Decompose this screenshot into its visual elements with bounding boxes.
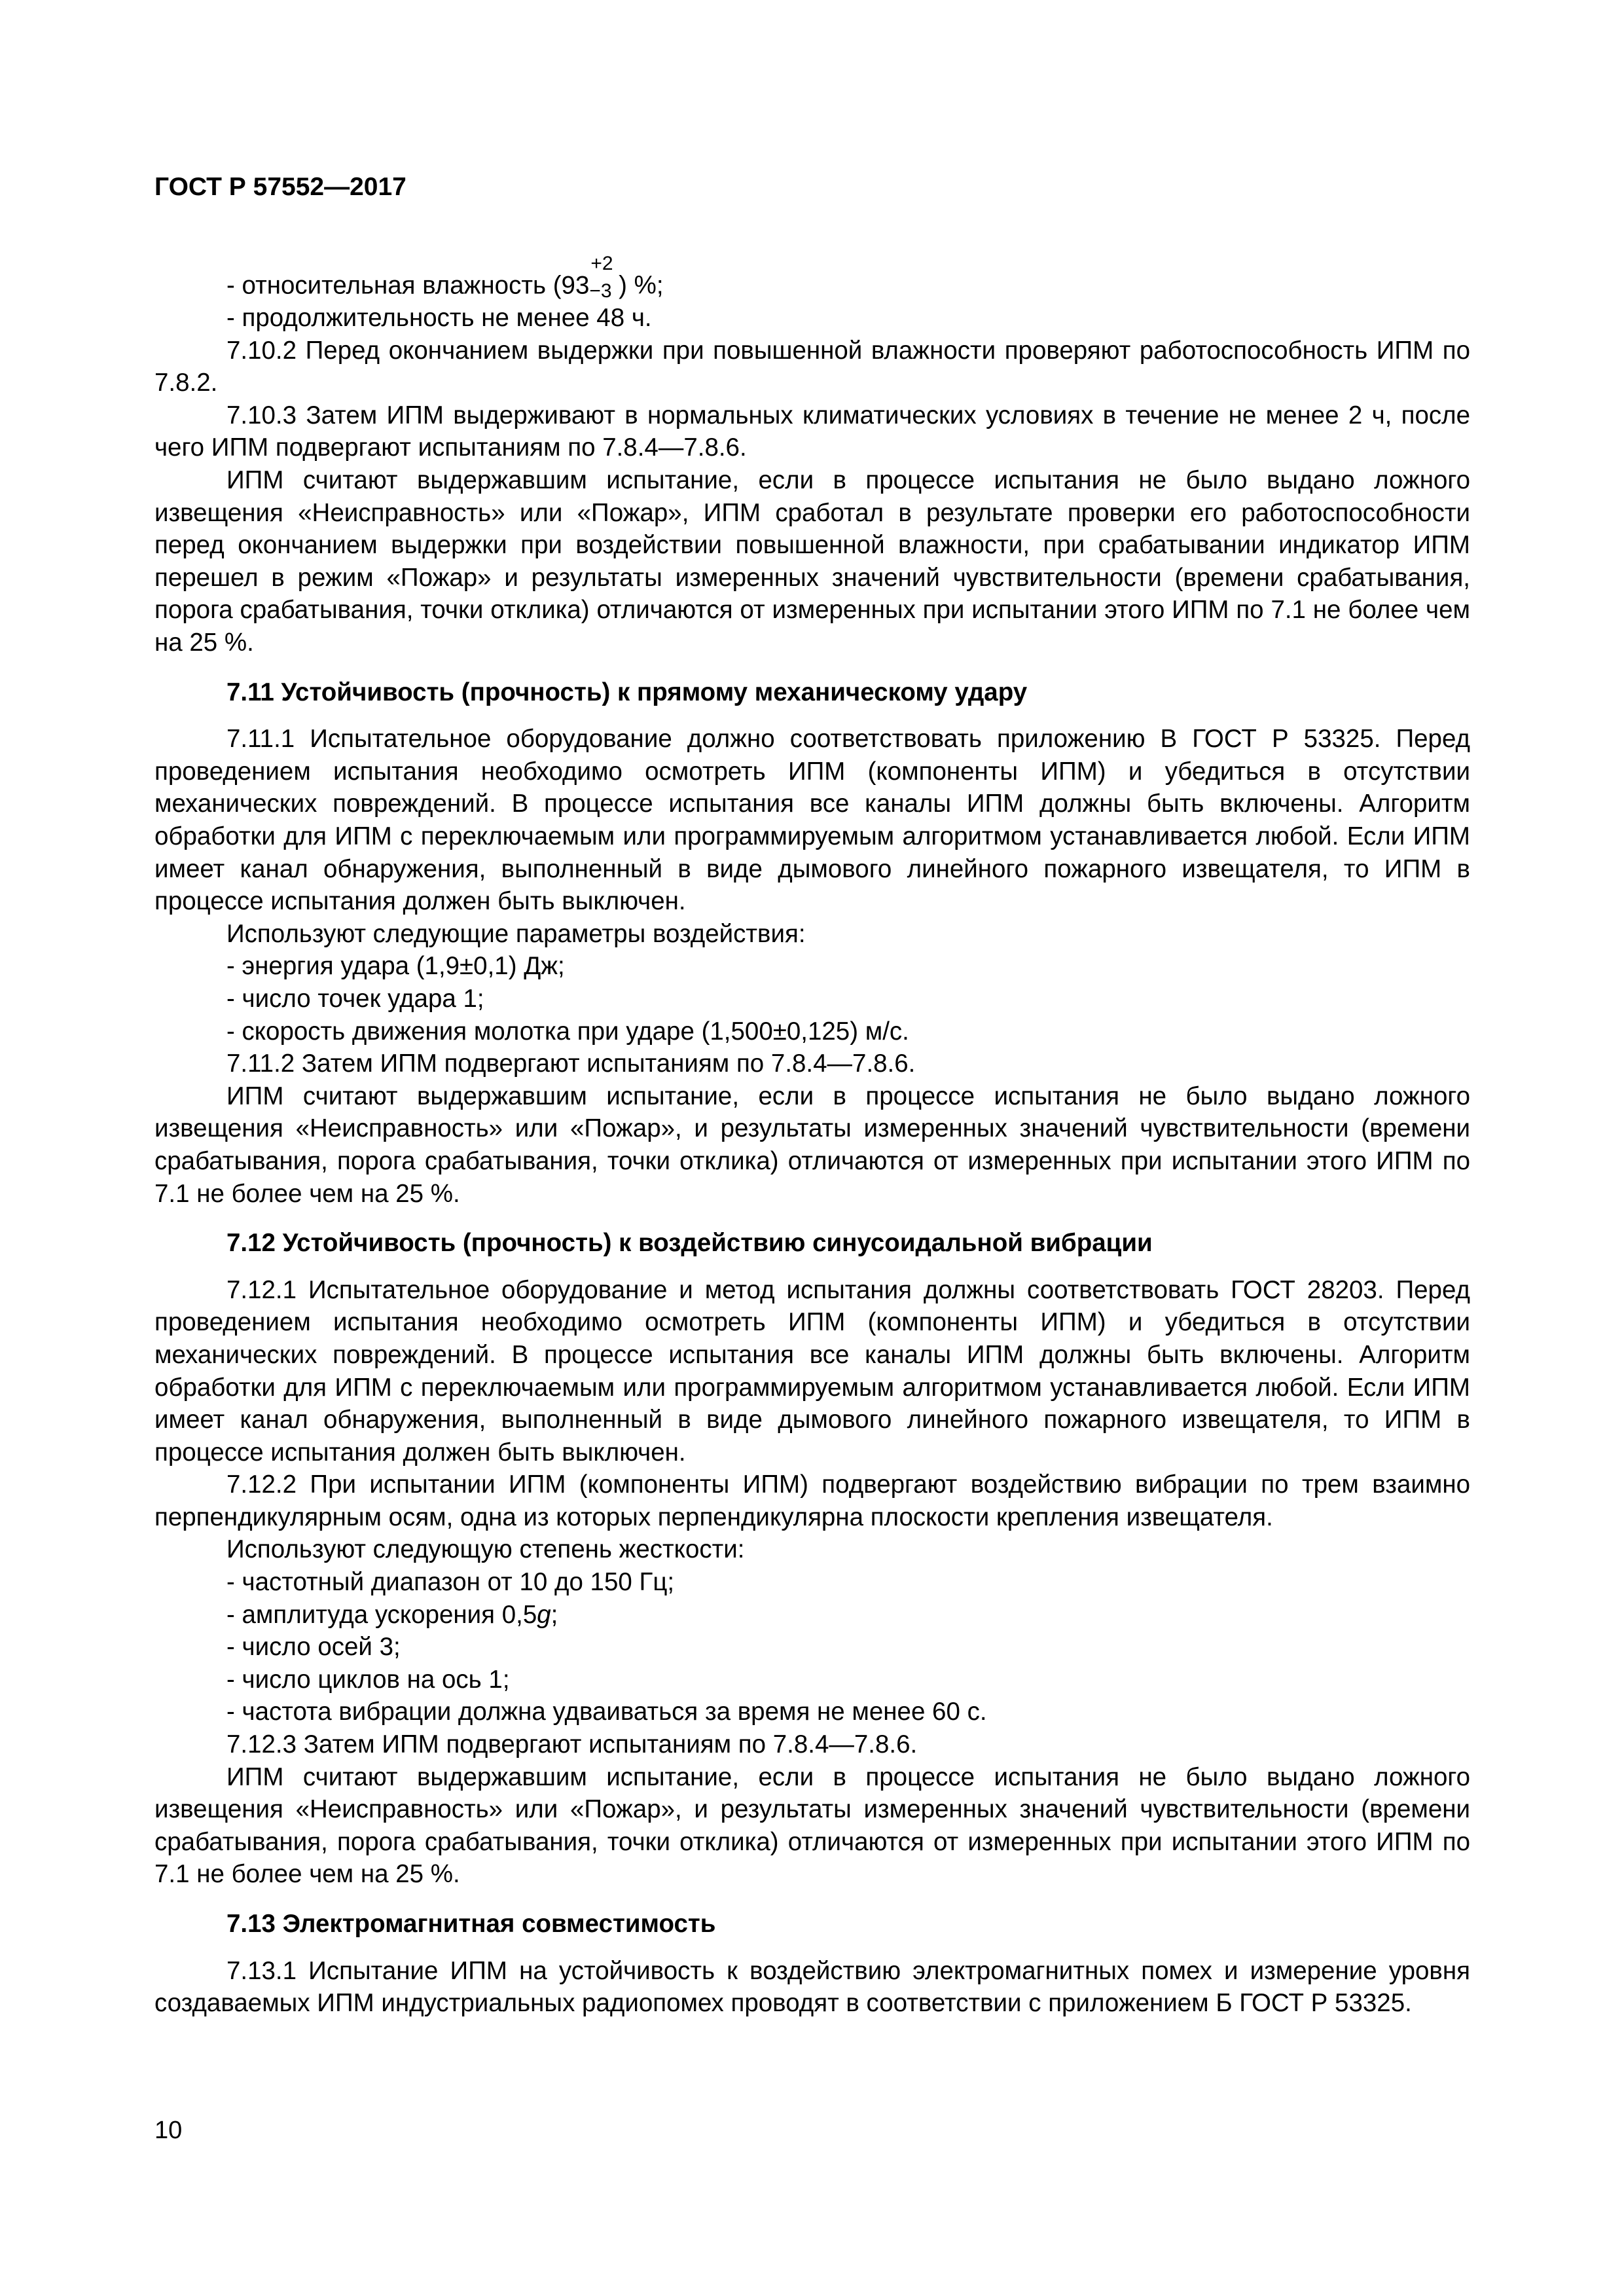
criterion-7-12: ИПМ считают выдержавшим испытание, если в процессе испытания не было выдано ложного извещения «Неисправность» или «Пожар», и результаты измеренных значений чувствительности (времени срабатывания, порога срабатывания, точки отклика) отличаются от измеренных при испытании этого ИПМ по 7.1 не более чем на 25 %. [154, 1762, 1470, 1889]
acceleration-item [154, 1599, 1470, 1631]
paragraph-7-11-1: 7.11.1 Испытательное оборудование должно соответствовать приложению В ГОСТ Р 53325. Перед проведением испытания необходимо осмотреть ИПМ (компоненты ИПМ) и убедиться в отсутствии механических повреждений. В процессе испытания все каналы ИПМ должны быть включены. Алгоритм обработки для ИПМ с переключаемым или программируемым алгоритмом устанавливается любой. Если ИПМ имеет канал обнаружения, выполненный в виде дымового линейного пожарного извещателя, то ИПМ в процессе испытания должен быть выключен. [154, 725, 1470, 916]
param-item-7-12: - частота вибрации должна удваиваться за время не менее 60 с. [226, 1698, 987, 1726]
param-item-7-12: - число циклов на ось 1; [226, 1665, 510, 1694]
humidity-tolerance [589, 253, 613, 302]
duration-item: - продолжительность не менее 48 ч. [226, 304, 652, 333]
param-item-7-12: - частотный диапазон от 10 до 150 Гц; [226, 1568, 675, 1597]
heading-7-13: 7.13 Электромагнитная совместимость [226, 1910, 716, 1938]
params-intro-7-11: Используют следующие параметры воздействия: [226, 919, 806, 948]
document-header: ГОСТ Р 57552—2017 [154, 173, 406, 201]
tolerance-upper: +2 [590, 253, 613, 274]
paragraph-7-12-3: 7.12.3 Затем ИПМ подвергают испытаниям по 7.8.4—7.8.6. [226, 1730, 918, 1759]
document-body [154, 253, 1470, 2020]
heading-7-11: 7.11 Устойчивость (прочность) к прямому механическому удару [226, 678, 1028, 706]
tolerance-lower: −3 [589, 280, 612, 302]
paragraph-7-12-1: 7.12.1 Испытательное оборудование и метод испытания должны соответствовать ГОСТ 28203. Перед проведением испытания необходимо осмотреть ИПМ (компоненты ИПМ) и убедиться в отсутствии механических повреждений. В процессе испытания все каналы ИПМ должны быть включены. Алгоритм обработки для ИПМ с переключаемым или программируемым алгоритмом устанавливается любой. Если ИПМ имеет канал обнаружения, выполненный в виде дымового линейного пожарного извещателя, то ИПМ в процессе испытания должен быть выключен. [154, 1275, 1470, 1467]
humidity-item [154, 253, 1470, 302]
param-item-7-11: - энергия удара (1,9±0,1) Дж; [226, 952, 565, 981]
criterion-7-10: ИПМ считают выдержавшим испытание, если в процессе испытания не было выдано ложного извещения «Неисправность» или «Пожар», ИПМ сработал в результате проверки его работоспособности перед окончанием выдержки при воздействии повышенной влажности, при срабатывании индикатор ИПМ перешел в режим «Пожар» и результаты измеренных значений чувствительности (времени срабатывания, порога срабатывания, точки отклика) отличаются от измеренных при испытании этого ИПМ по 7.1 не более чем на 25 %. [154, 466, 1470, 657]
param-item-7-11: - скорость движения молотка при ударе (1,500±0,125) м/с. [226, 1017, 909, 1046]
humidity-text-suffix: ) %; [619, 271, 664, 300]
param-item-7-11: - число точек удара 1; [226, 984, 484, 1013]
heading-7-12: 7.12 Устойчивость (прочность) к воздействию синусоидальной вибрации [226, 1229, 1153, 1258]
acceleration-suffix: ; [550, 1600, 558, 1629]
humidity-text-prefix: - относительная влажность (93 [226, 271, 590, 300]
params-intro-7-12: Используют следующую степень жесткости: [226, 1535, 745, 1564]
param-item-7-12: - число осей 3; [226, 1633, 401, 1662]
acceleration-unit: g [537, 1600, 551, 1629]
paragraph-7-11-2: 7.11.2 Затем ИПМ подвергают испытаниям по 7.8.4—7.8.6. [226, 1049, 916, 1078]
page-number: 10 [154, 2117, 183, 2144]
criterion-7-11: ИПМ считают выдержавшим испытание, если в процессе испытания не было выдано ложного извещения «Неисправность» или «Пожар», и результаты измеренных значений чувствительности (времени срабатывания, порога срабатывания, точки отклика) отличаются от измеренных при испытании этого ИПМ по 7.1 не более чем на 25 %. [154, 1082, 1470, 1208]
paragraph-7-10-3: 7.10.3 Затем ИПМ выдерживают в нормальных климатических условиях в течение не менее 2 ч, после чего ИПМ подвергают испытаниям по 7.8.4—7.8.6. [154, 401, 1470, 462]
acceleration-text: - амплитуда ускорения 0,5 [226, 1600, 537, 1629]
paragraph-7-12-2: 7.12.2 При испытании ИПМ (компоненты ИПМ) подвергают воздействию вибрации по трем взаимно перпендикулярным осям, одна из которых перпендикулярна плоскости крепления извещателя. [154, 1470, 1470, 1531]
paragraph-7-13-1: 7.13.1 Испытание ИПМ на устойчивость к воздействию электромагнитных помех и измерение уровня создаваемых ИПМ индустриальных радиопомех проводят в соответствии с приложением Б ГОСТ Р 53325. [154, 1956, 1470, 2018]
paragraph-7-10-2: 7.10.2 Перед окончанием выдержки при повышенной влажности проверяют работоспособность ИПМ по 7.8.2. [154, 336, 1470, 397]
